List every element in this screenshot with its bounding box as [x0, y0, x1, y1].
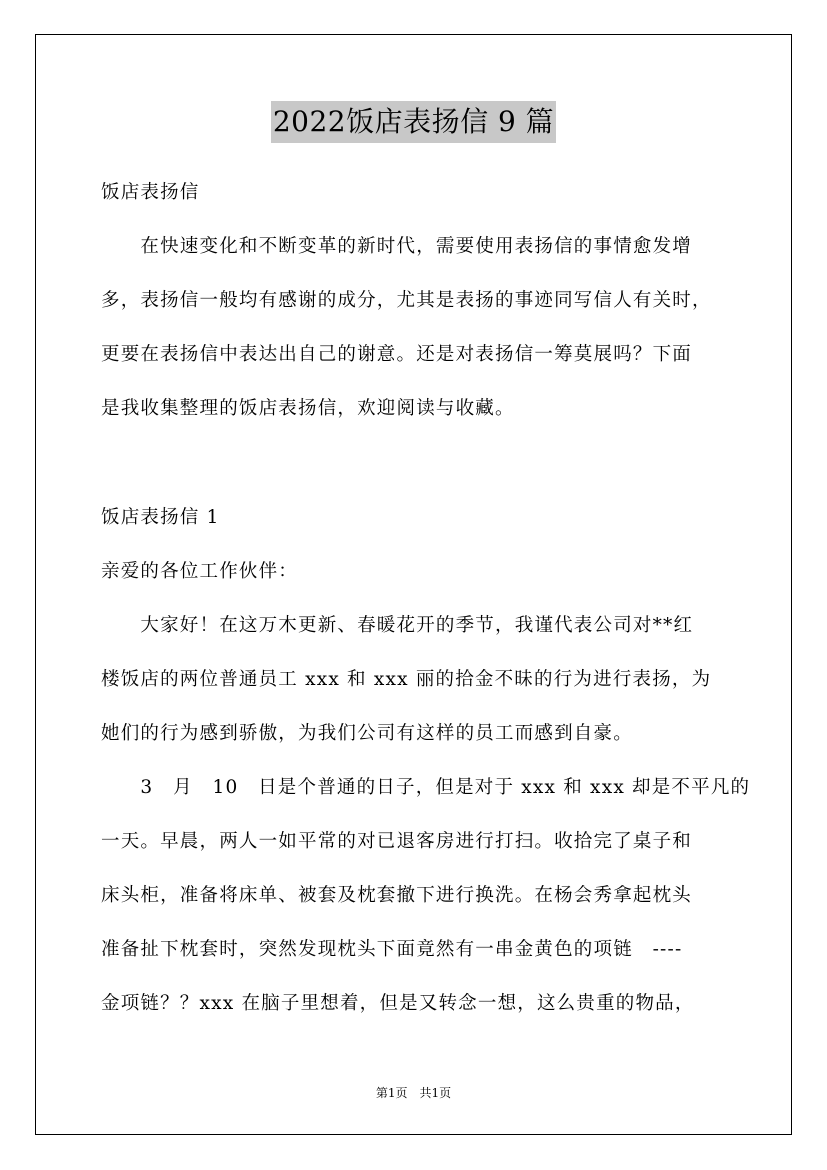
paragraph-line: 多，表扬信一般均有感谢的成分，尤其是表扬的事迹同写信人有关时，: [101, 290, 712, 311]
document-title: 2022饭店表扬信 9 篇: [271, 101, 556, 143]
paragraph-line: 一天。早晨，两人一如平常的对已退客房进行打扫。收拾完了桌子和: [101, 831, 693, 852]
page-footer: 第1页 共1页: [375, 1086, 452, 1100]
paragraph-line: 在快速变化和不断变革的新时代，需要使用表扬信的事情愈发增: [101, 236, 693, 257]
paragraph-line: 3 月 10 日是个普通的日子，但是对于 xxx 和 xxx 却是不平凡的: [101, 777, 751, 798]
paragraph-line: 大家好！在这万木更新、春暖花开的季节，我谨代表公司对**红: [101, 615, 694, 636]
paragraph-line: 准备扯下枕套时，突然发现枕头下面竟然有一串金黄色的项链 ----: [101, 939, 683, 960]
paragraph-line: 她们的行为感到骄傲，为我们公司有这样的员工而感到自豪。: [101, 723, 633, 744]
paragraph-line: 床头柜，准备将床单、被套及枕套撤下进行换洗。在杨会秀拿起枕头: [101, 885, 693, 906]
letter-heading: 饭店表扬信 1: [101, 507, 220, 528]
paragraph-line: 金项链？？xxx 在脑子里想着，但是又转念一想，这么贵重的物品，: [101, 993, 695, 1014]
section-heading: 饭店表扬信: [101, 182, 200, 203]
title-container: [0, 101, 827, 143]
salutation: 亲爱的各位工作伙伴：: [101, 561, 299, 582]
paragraph-line: 更要在表扬信中表达出自己的谢意。还是对表扬信一筹莫展吗？下面: [101, 344, 693, 365]
paragraph-line: 是我收集整理的饭店表扬信，欢迎阅读与收藏。: [101, 398, 515, 419]
paragraph-line: 楼饭店的两位普通员工 xxx 和 xxx 丽的拾金不昧的行为进行表扬，为: [101, 669, 712, 690]
